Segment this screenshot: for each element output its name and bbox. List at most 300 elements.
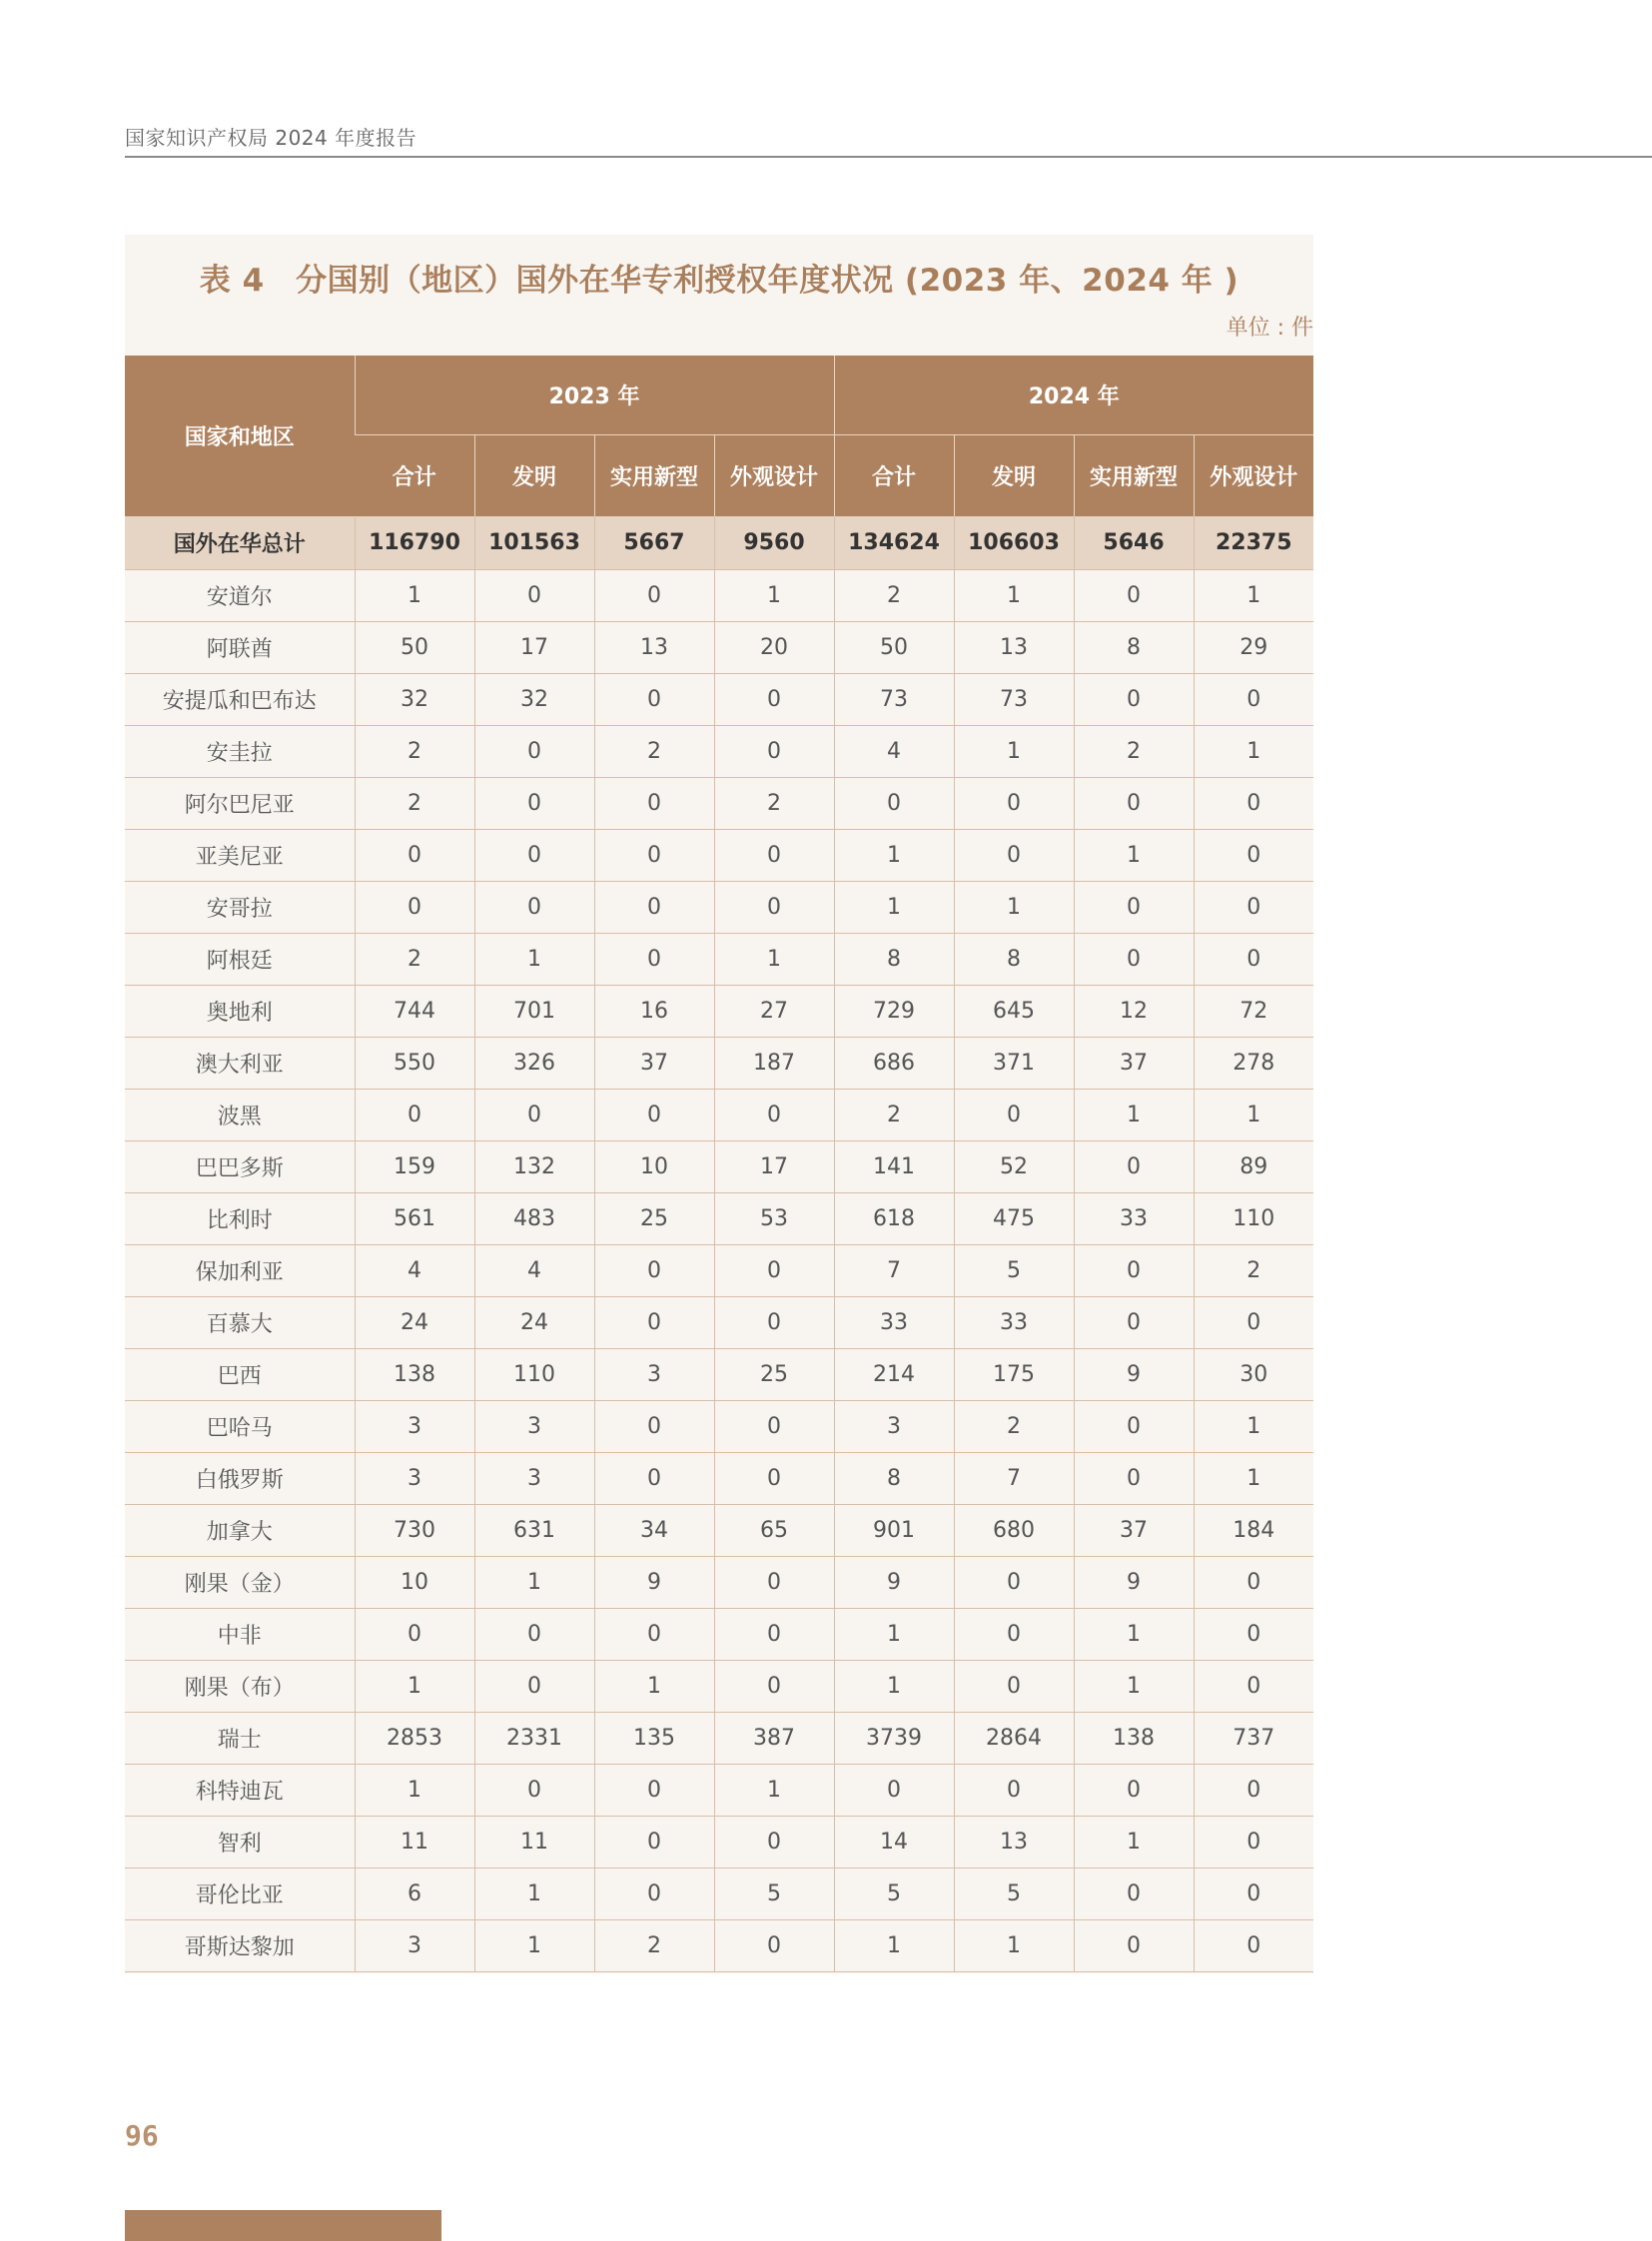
value-cell: 14 — [834, 1816, 954, 1868]
value-cell: 1 — [1074, 1089, 1194, 1140]
table-body — [125, 516, 1313, 1971]
value-cell: 0 — [594, 1452, 714, 1504]
value-cell: 0 — [355, 1608, 474, 1660]
region-name-cell: 亚美尼亚 — [125, 829, 355, 881]
value-cell: 2 — [594, 725, 714, 777]
value-cell: 2 — [834, 1089, 954, 1140]
table-row — [125, 829, 1313, 881]
value-cell: 32 — [355, 673, 474, 725]
value-cell: 0 — [714, 1816, 834, 1868]
value-cell: 0 — [1194, 1608, 1313, 1660]
table-panel — [125, 235, 1313, 1973]
value-cell: 0 — [1074, 933, 1194, 985]
value-cell: 0 — [355, 1089, 474, 1140]
value-cell: 141 — [834, 1140, 954, 1192]
value-cell: 0 — [1074, 1764, 1194, 1816]
value-cell: 37 — [1074, 1504, 1194, 1556]
region-name-cell: 刚果（金） — [125, 1556, 355, 1608]
table-row — [125, 1400, 1313, 1452]
value-cell: 65 — [714, 1504, 834, 1556]
value-cell: 33 — [954, 1296, 1074, 1348]
total-cell: 5667 — [594, 516, 714, 569]
total-cell: 22375 — [1194, 516, 1313, 569]
value-cell: 138 — [355, 1348, 474, 1400]
value-cell: 1 — [1194, 725, 1313, 777]
value-cell: 0 — [1074, 777, 1194, 829]
value-cell: 0 — [834, 777, 954, 829]
region-name-cell: 巴哈马 — [125, 1400, 355, 1452]
value-cell: 29 — [1194, 621, 1313, 673]
value-cell: 618 — [834, 1192, 954, 1244]
value-cell: 13 — [954, 621, 1074, 673]
value-cell: 2 — [1074, 725, 1194, 777]
value-cell: 0 — [714, 881, 834, 933]
value-cell: 0 — [954, 1556, 1074, 1608]
value-cell: 13 — [954, 1816, 1074, 1868]
value-cell: 12 — [1074, 985, 1194, 1037]
table-row — [125, 1037, 1313, 1089]
value-cell: 0 — [1194, 1816, 1313, 1868]
value-cell: 50 — [834, 621, 954, 673]
value-cell: 1 — [954, 725, 1074, 777]
value-cell: 0 — [834, 1764, 954, 1816]
patent-grants-table — [125, 356, 1313, 1972]
table-row — [125, 621, 1313, 673]
value-cell: 0 — [714, 1608, 834, 1660]
value-cell: 0 — [594, 1816, 714, 1868]
value-cell: 9 — [834, 1556, 954, 1608]
value-cell: 0 — [714, 673, 834, 725]
header-2024-design: 外观设计 — [1194, 435, 1313, 517]
value-cell: 0 — [474, 1764, 594, 1816]
value-cell: 184 — [1194, 1504, 1313, 1556]
value-cell: 34 — [594, 1504, 714, 1556]
region-name-cell: 保加利亚 — [125, 1244, 355, 1296]
total-cell: 5646 — [1074, 516, 1194, 569]
value-cell: 0 — [1074, 569, 1194, 621]
region-name-cell: 中非 — [125, 1608, 355, 1660]
footer-color-bar — [125, 2210, 441, 2241]
value-cell: 0 — [954, 777, 1074, 829]
header-2023-total: 合计 — [355, 435, 474, 517]
value-cell: 37 — [1074, 1037, 1194, 1089]
region-name-cell: 哥斯达黎加 — [125, 1919, 355, 1971]
value-cell: 631 — [474, 1504, 594, 1556]
region-name-cell: 智利 — [125, 1816, 355, 1868]
value-cell: 0 — [714, 829, 834, 881]
table-row — [125, 1504, 1313, 1556]
value-cell: 0 — [474, 777, 594, 829]
value-cell: 0 — [954, 1764, 1074, 1816]
value-cell: 53 — [714, 1192, 834, 1244]
value-cell: 1 — [355, 569, 474, 621]
value-cell: 8 — [834, 933, 954, 985]
value-cell: 0 — [1194, 673, 1313, 725]
value-cell: 0 — [594, 569, 714, 621]
value-cell: 1 — [474, 1919, 594, 1971]
total-cell: 106603 — [954, 516, 1074, 569]
value-cell: 0 — [1194, 777, 1313, 829]
region-name-cell: 阿根廷 — [125, 933, 355, 985]
value-cell: 33 — [834, 1296, 954, 1348]
value-cell: 30 — [1194, 1348, 1313, 1400]
value-cell: 1 — [714, 1764, 834, 1816]
region-name-cell: 安提瓜和巴布达 — [125, 673, 355, 725]
table-row — [125, 1608, 1313, 1660]
region-name-cell: 阿尔巴尼亚 — [125, 777, 355, 829]
value-cell: 0 — [714, 1919, 834, 1971]
value-cell: 0 — [714, 1244, 834, 1296]
value-cell: 0 — [1194, 933, 1313, 985]
value-cell: 17 — [474, 621, 594, 673]
value-cell: 645 — [954, 985, 1074, 1037]
total-row-name: 国外在华总计 — [125, 516, 355, 569]
value-cell: 0 — [355, 881, 474, 933]
value-cell: 0 — [594, 933, 714, 985]
region-name-cell: 加拿大 — [125, 1504, 355, 1556]
value-cell: 0 — [1194, 1868, 1313, 1919]
value-cell: 2864 — [954, 1712, 1074, 1764]
value-cell: 1 — [954, 1919, 1074, 1971]
table-row — [125, 1296, 1313, 1348]
value-cell: 0 — [1074, 1244, 1194, 1296]
value-cell: 0 — [714, 725, 834, 777]
value-cell: 3739 — [834, 1712, 954, 1764]
value-cell: 1 — [834, 1608, 954, 1660]
value-cell: 0 — [1074, 1296, 1194, 1348]
value-cell: 25 — [594, 1192, 714, 1244]
value-cell: 1 — [954, 569, 1074, 621]
value-cell: 4 — [834, 725, 954, 777]
value-cell: 3 — [355, 1452, 474, 1504]
table-row — [125, 673, 1313, 725]
region-name-cell: 百慕大 — [125, 1296, 355, 1348]
value-cell: 16 — [594, 985, 714, 1037]
value-cell: 159 — [355, 1140, 474, 1192]
value-cell: 1 — [594, 1660, 714, 1712]
region-name-cell: 澳大利亚 — [125, 1037, 355, 1089]
table-unit-label: 单位 : 件 — [1226, 316, 1313, 341]
value-cell: 550 — [355, 1037, 474, 1089]
region-name-cell: 巴巴多斯 — [125, 1140, 355, 1192]
value-cell: 5 — [714, 1868, 834, 1919]
total-cell: 134624 — [834, 516, 954, 569]
value-cell: 37 — [594, 1037, 714, 1089]
total-cell: 9560 — [714, 516, 834, 569]
value-cell: 0 — [954, 1608, 1074, 1660]
total-cell: 116790 — [355, 516, 474, 569]
value-cell: 0 — [1194, 1296, 1313, 1348]
table-row — [125, 1660, 1313, 1712]
value-cell: 2 — [714, 777, 834, 829]
value-cell: 1 — [1074, 1816, 1194, 1868]
value-cell: 2 — [355, 777, 474, 829]
value-cell: 0 — [594, 1400, 714, 1452]
table-row — [125, 985, 1313, 1037]
value-cell: 0 — [474, 569, 594, 621]
value-cell: 110 — [1194, 1192, 1313, 1244]
header-region: 国家和地区 — [125, 356, 355, 516]
region-name-cell: 波黑 — [125, 1089, 355, 1140]
value-cell: 32 — [474, 673, 594, 725]
table-row — [125, 1452, 1313, 1504]
value-cell: 73 — [954, 673, 1074, 725]
value-cell: 0 — [954, 1089, 1074, 1140]
value-cell: 110 — [474, 1348, 594, 1400]
value-cell: 901 — [834, 1504, 954, 1556]
header-2023-design: 外观设计 — [714, 435, 834, 517]
value-cell: 0 — [594, 777, 714, 829]
value-cell: 3 — [594, 1348, 714, 1400]
value-cell: 1 — [1074, 829, 1194, 881]
value-cell: 3 — [355, 1400, 474, 1452]
value-cell: 9 — [1074, 1556, 1194, 1608]
header-year-2023: 2023 年 — [355, 356, 834, 435]
region-name-cell: 比利时 — [125, 1192, 355, 1244]
table-row — [125, 1244, 1313, 1296]
header-2024-utility-model: 实用新型 — [1074, 435, 1194, 517]
value-cell: 0 — [1074, 1452, 1194, 1504]
region-name-cell: 科特迪瓦 — [125, 1764, 355, 1816]
value-cell: 1 — [954, 881, 1074, 933]
value-cell: 0 — [474, 725, 594, 777]
value-cell: 89 — [1194, 1140, 1313, 1192]
value-cell: 3 — [474, 1400, 594, 1452]
table-row — [125, 1556, 1313, 1608]
value-cell: 6 — [355, 1868, 474, 1919]
value-cell: 0 — [474, 881, 594, 933]
table-row — [125, 1712, 1313, 1764]
value-cell: 1 — [834, 829, 954, 881]
value-cell: 33 — [1074, 1192, 1194, 1244]
value-cell: 7 — [954, 1452, 1074, 1504]
value-cell: 5 — [954, 1244, 1074, 1296]
header-2024-total: 合计 — [834, 435, 954, 517]
value-cell: 0 — [1194, 1919, 1313, 1971]
region-name-cell: 安道尔 — [125, 569, 355, 621]
value-cell: 744 — [355, 985, 474, 1037]
value-cell: 3 — [355, 1919, 474, 1971]
value-cell: 0 — [594, 1868, 714, 1919]
value-cell: 0 — [1194, 1764, 1313, 1816]
value-cell: 0 — [714, 1089, 834, 1140]
value-cell: 0 — [594, 1296, 714, 1348]
value-cell: 27 — [714, 985, 834, 1037]
value-cell: 0 — [714, 1296, 834, 1348]
value-cell: 0 — [954, 1660, 1074, 1712]
value-cell: 50 — [355, 621, 474, 673]
value-cell: 8 — [1074, 621, 1194, 673]
value-cell: 1 — [474, 1868, 594, 1919]
value-cell: 0 — [714, 1556, 834, 1608]
value-cell: 5 — [834, 1868, 954, 1919]
table-title: 表 4 分国别（地区）国外在华专利授权年度状况 (2023 年、2024 年 ) — [199, 263, 1239, 299]
table-row — [125, 1348, 1313, 1400]
value-cell: 680 — [954, 1504, 1074, 1556]
value-cell: 1 — [474, 1556, 594, 1608]
value-cell: 72 — [1194, 985, 1313, 1037]
value-cell: 9 — [594, 1556, 714, 1608]
value-cell: 0 — [594, 1608, 714, 1660]
value-cell: 73 — [834, 673, 954, 725]
value-cell: 1 — [1194, 1452, 1313, 1504]
value-cell: 1 — [714, 569, 834, 621]
value-cell: 187 — [714, 1037, 834, 1089]
region-name-cell: 奥地利 — [125, 985, 355, 1037]
value-cell: 0 — [1074, 881, 1194, 933]
table-row — [125, 1140, 1313, 1192]
value-cell: 0 — [954, 829, 1074, 881]
value-cell: 701 — [474, 985, 594, 1037]
table-row — [125, 725, 1313, 777]
value-cell: 0 — [474, 829, 594, 881]
value-cell: 0 — [594, 1089, 714, 1140]
value-cell: 7 — [834, 1244, 954, 1296]
value-cell: 8 — [954, 933, 1074, 985]
total-row — [125, 516, 1313, 569]
header-2023-utility-model: 实用新型 — [594, 435, 714, 517]
value-cell: 0 — [714, 1660, 834, 1712]
region-name-cell: 哥伦比亚 — [125, 1868, 355, 1919]
value-cell: 2331 — [474, 1712, 594, 1764]
value-cell: 10 — [355, 1556, 474, 1608]
value-cell: 1 — [834, 1919, 954, 1971]
value-cell: 10 — [594, 1140, 714, 1192]
value-cell: 0 — [594, 673, 714, 725]
value-cell: 0 — [474, 1660, 594, 1712]
table-row — [125, 569, 1313, 621]
running-header: 国家知识产权局 2024 年度报告 — [125, 126, 417, 150]
region-name-cell: 安哥拉 — [125, 881, 355, 933]
header-2024-invention: 发明 — [954, 435, 1074, 517]
value-cell: 729 — [834, 985, 954, 1037]
value-cell: 11 — [474, 1816, 594, 1868]
value-cell: 0 — [474, 1089, 594, 1140]
region-name-cell: 白俄罗斯 — [125, 1452, 355, 1504]
value-cell: 138 — [1074, 1712, 1194, 1764]
value-cell: 5 — [954, 1868, 1074, 1919]
value-cell: 24 — [355, 1296, 474, 1348]
value-cell: 135 — [594, 1712, 714, 1764]
value-cell: 387 — [714, 1712, 834, 1764]
value-cell: 17 — [714, 1140, 834, 1192]
value-cell: 132 — [474, 1140, 594, 1192]
table-row — [125, 777, 1313, 829]
table-row — [125, 933, 1313, 985]
value-cell: 0 — [714, 1452, 834, 1504]
value-cell: 8 — [834, 1452, 954, 1504]
table-row — [125, 1764, 1313, 1816]
value-cell: 0 — [594, 881, 714, 933]
value-cell: 4 — [355, 1244, 474, 1296]
table-row — [125, 1816, 1313, 1868]
value-cell: 1 — [1194, 569, 1313, 621]
value-cell: 2 — [1194, 1244, 1313, 1296]
region-name-cell: 瑞士 — [125, 1712, 355, 1764]
region-name-cell: 巴西 — [125, 1348, 355, 1400]
value-cell: 24 — [474, 1296, 594, 1348]
page-number: 96 — [125, 2119, 159, 2152]
value-cell: 326 — [474, 1037, 594, 1089]
value-cell: 175 — [954, 1348, 1074, 1400]
value-cell: 1 — [1074, 1660, 1194, 1712]
value-cell: 2 — [355, 933, 474, 985]
value-cell: 25 — [714, 1348, 834, 1400]
value-cell: 1 — [1194, 1400, 1313, 1452]
value-cell: 1 — [355, 1764, 474, 1816]
value-cell: 0 — [1074, 673, 1194, 725]
value-cell: 0 — [1194, 829, 1313, 881]
total-cell: 101563 — [474, 516, 594, 569]
value-cell: 0 — [355, 829, 474, 881]
value-cell: 11 — [355, 1816, 474, 1868]
table-row — [125, 1192, 1313, 1244]
value-cell: 1 — [355, 1660, 474, 1712]
value-cell: 0 — [594, 1244, 714, 1296]
value-cell: 483 — [474, 1192, 594, 1244]
value-cell: 278 — [1194, 1037, 1313, 1089]
value-cell: 737 — [1194, 1712, 1313, 1764]
value-cell: 0 — [594, 829, 714, 881]
value-cell: 1 — [474, 933, 594, 985]
value-cell: 9 — [1074, 1348, 1194, 1400]
region-name-cell: 安圭拉 — [125, 725, 355, 777]
header-divider — [125, 156, 1652, 158]
region-name-cell: 刚果（布） — [125, 1660, 355, 1712]
table-row — [125, 1919, 1313, 1971]
value-cell: 2 — [355, 725, 474, 777]
value-cell: 1 — [1194, 1089, 1313, 1140]
value-cell: 3 — [474, 1452, 594, 1504]
value-cell: 0 — [1194, 1556, 1313, 1608]
value-cell: 2 — [594, 1919, 714, 1971]
value-cell: 4 — [474, 1244, 594, 1296]
value-cell: 686 — [834, 1037, 954, 1089]
value-cell: 0 — [1074, 1400, 1194, 1452]
value-cell: 214 — [834, 1348, 954, 1400]
value-cell: 0 — [1194, 881, 1313, 933]
value-cell: 0 — [1074, 1140, 1194, 1192]
region-name-cell: 阿联酋 — [125, 621, 355, 673]
value-cell: 52 — [954, 1140, 1074, 1192]
value-cell: 2 — [954, 1400, 1074, 1452]
value-cell: 0 — [1074, 1868, 1194, 1919]
value-cell: 3 — [834, 1400, 954, 1452]
value-cell: 1 — [1074, 1608, 1194, 1660]
value-cell: 2853 — [355, 1712, 474, 1764]
value-cell: 0 — [1194, 1660, 1313, 1712]
value-cell: 1 — [834, 881, 954, 933]
header-2023-invention: 发明 — [474, 435, 594, 517]
value-cell: 475 — [954, 1192, 1074, 1244]
value-cell: 0 — [474, 1608, 594, 1660]
value-cell: 20 — [714, 621, 834, 673]
value-cell: 0 — [594, 1764, 714, 1816]
table-row — [125, 1868, 1313, 1919]
value-cell: 1 — [834, 1660, 954, 1712]
value-cell: 0 — [1074, 1919, 1194, 1971]
header-year-2024: 2024 年 — [834, 356, 1313, 435]
value-cell: 13 — [594, 621, 714, 673]
value-cell: 561 — [355, 1192, 474, 1244]
value-cell: 730 — [355, 1504, 474, 1556]
value-cell: 1 — [714, 933, 834, 985]
table-row — [125, 881, 1313, 933]
value-cell: 371 — [954, 1037, 1074, 1089]
value-cell: 0 — [714, 1400, 834, 1452]
table-row — [125, 1089, 1313, 1140]
value-cell: 2 — [834, 569, 954, 621]
